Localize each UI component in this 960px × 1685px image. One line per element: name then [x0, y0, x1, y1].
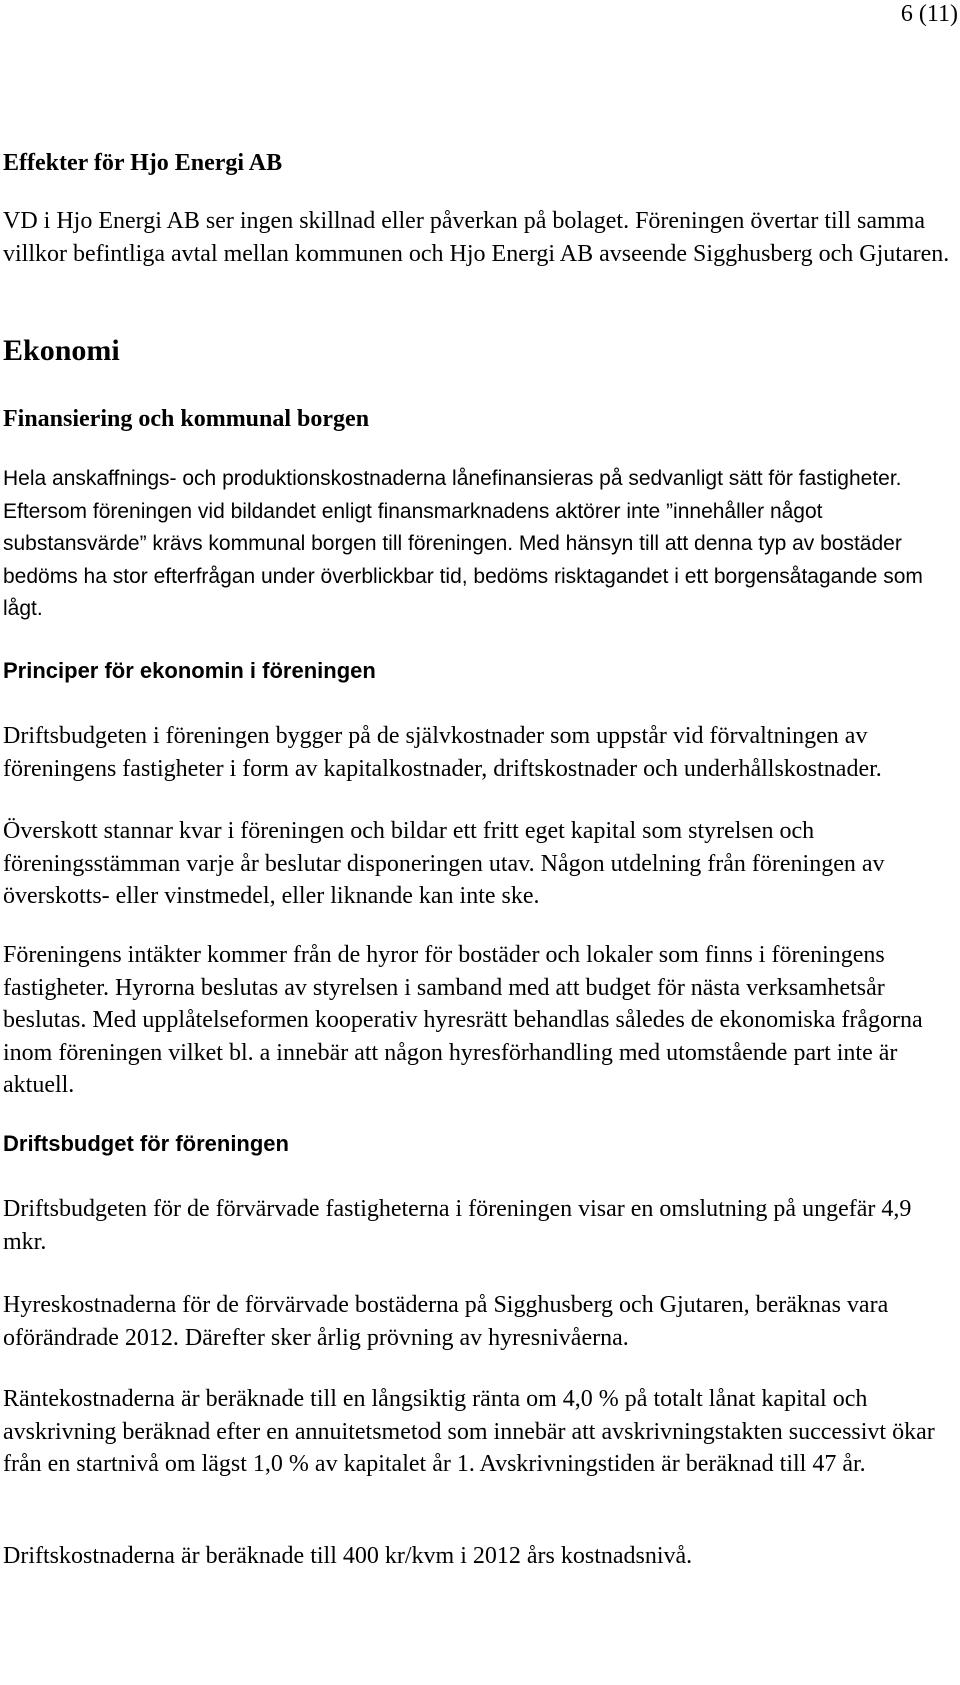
heading-effekter: Effekter för Hjo Energi AB	[3, 150, 283, 176]
paragraph-driftsbudget-4: Driftskostnaderna är beräknade till 400 kr/kvm i 2012 års kostnadsnivå.	[3, 1543, 693, 1569]
heading-driftsbudget: Driftsbudget för föreningen	[3, 1131, 289, 1156]
paragraph-driftsbudget-3: Räntekostnaderna är beräknade till en långsiktig ränta om 4,0 % på totalt lånat kapital och avskrivning beräknad efter en annuitetsmetod som innebär att avskrivningstakten successivt ökar från en startnivå om lägst 1,0 % av kapitalet år 1. Avskrivningstiden är beräknad till 47 år.	[3, 1386, 935, 1477]
paragraph-principer-3: Föreningens intäkter kommer från de hyror för bostäder och lokaler som finns i föreningens fastigheter. Hyrorna beslutas av styrelsen i samband med att budget för nästa verksamhetsår beslutas. Med upplåtelseformen kooperativ hyresrätt behandlas således de ekonomiska frågorna inom föreningen vilket bl. a innebär att någon hyresförhandling med utomstående part inte är aktuell.	[3, 942, 923, 1098]
paragraph-principer-2: Överskott stannar kvar i föreningen och bildar ett fritt eget kapital som styrelsen och föreningsstämman varje år beslutar disponeringen utav. Någon utdelning från föreningen av överskotts- eller vinstmedel, eller liknande kan inte ske.	[3, 818, 885, 909]
paragraph-driftsbudget-2: Hyreskostnaderna för de förvärvade bostäderna på Sigghusberg och Gjutaren, beräknas vara oförändrade 2012. Därefter sker årlig prövning av hyresnivåerna.	[3, 1292, 889, 1351]
page-number: 6 (11)	[900, 1, 958, 27]
paragraph-principer-1: Driftsbudgeten i föreningen bygger på de självkostnader som uppstår vid förvaltningen av föreningens fastigheter i form av kapitalkostnader, driftskostnader och underhållskostnader.	[3, 723, 882, 782]
heading-principer: Principer för ekonomin i föreningen	[3, 658, 376, 683]
heading-finansiering: Finansiering och kommunal borgen	[3, 406, 370, 432]
paragraph-driftsbudget-1: Driftsbudgeten för de förvärvade fastigheterna i föreningen visar en omslutning på ungefär 4,9 mkr.	[3, 1196, 912, 1255]
heading-ekonomi: Ekonomi	[3, 334, 120, 367]
paragraph-effekter: VD i Hjo Energi AB ser ingen skillnad eller påverkan på bolaget. Föreningen övertar till samma villkor befintliga avtal mellan kommunen och Hjo Energi AB avseende Sigghusberg och Gjutaren.	[3, 208, 950, 267]
paragraph-finansiering: Hela anskaffnings- och produktionskostnaderna lånefinansieras på sedvanligt sätt för fastigheter. Eftersom föreningen vid bildandet enligt finansmarknadens aktörer inte ”innehåller något substansvärde” krävs kommunal borgen till föreningen. Med hänsyn till att denna typ av bostäder bedöms ha stor efterfrågan under överblickbar tid, bedöms risktagandet i ett borgensåtagande som lågt.	[3, 467, 923, 620]
